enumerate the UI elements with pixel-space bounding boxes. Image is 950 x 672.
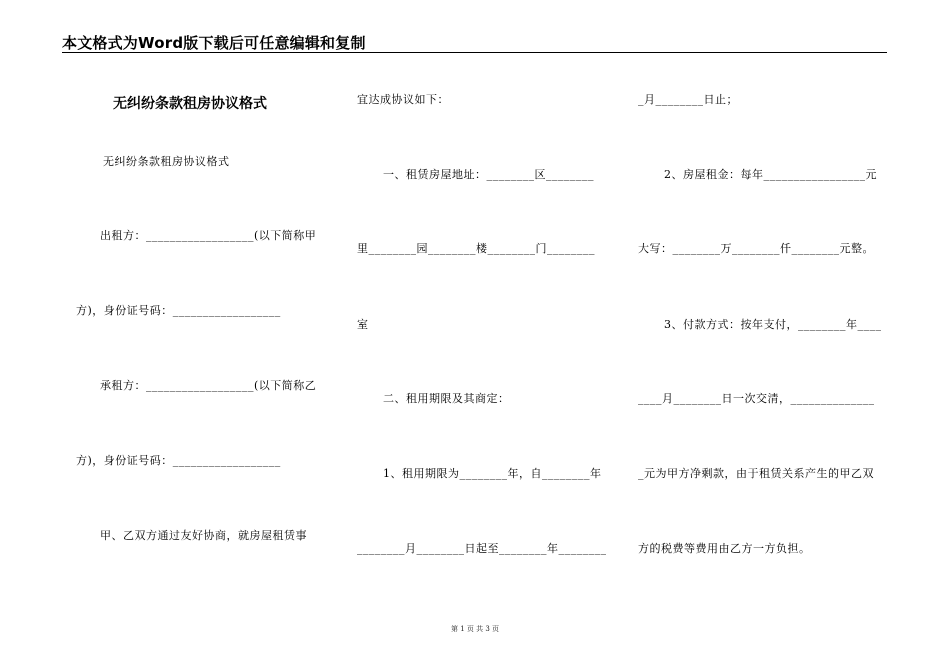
header-divider [62,52,887,53]
col1-line: 方)，身份证号码：__________________ [76,454,281,467]
col2-line: 室 [357,318,369,331]
col3-line: _元为甲方净剩款，由于租赁关系产生的甲乙双 [638,467,874,480]
page-number: 第 1 页 共 3 页 [450,625,500,633]
header-title: 本文格式为Word版下载后可任意编辑和复制 [62,34,366,52]
col1-line: 方)，身份证号码：__________________ [76,304,281,317]
col3-line: 大写：________万________仟________元整。 [638,242,874,255]
col3-line: ____月________日一次交清，______________ [638,392,875,405]
document-title: 无纠纷条款租房协议格式 [113,96,267,112]
col3-line: 方的税费等费用由乙方一方负担。 [638,542,811,555]
col2-line: 二、租用期限及其商定： [383,392,510,405]
col1-line: 承租方：__________________(以下简称乙 [100,379,317,392]
col1-line: 无纠纷条款租房协议格式 [103,155,230,168]
col1-line: 甲、乙双方通过友好协商，就房屋租赁事 [100,529,307,542]
col2-line: 1、租用期限为________年，自________年 [383,467,602,480]
col1-line: 出租方：__________________(以下简称甲 [100,229,317,242]
col2-line: ________月________日起至________年________ [357,542,607,555]
col3-line: _月________日止； [638,93,738,106]
col2-line: 一、租赁房屋地址：________区________ [383,168,594,181]
col3-line: 3、付款方式：按年支付，________年____ [664,318,882,331]
col2-line: 里________园________楼________门________ [357,242,595,255]
col2-line: 宜达成协议如下： [357,93,449,106]
col3-line: 2、房屋租金：每年_________________元 [664,168,877,181]
